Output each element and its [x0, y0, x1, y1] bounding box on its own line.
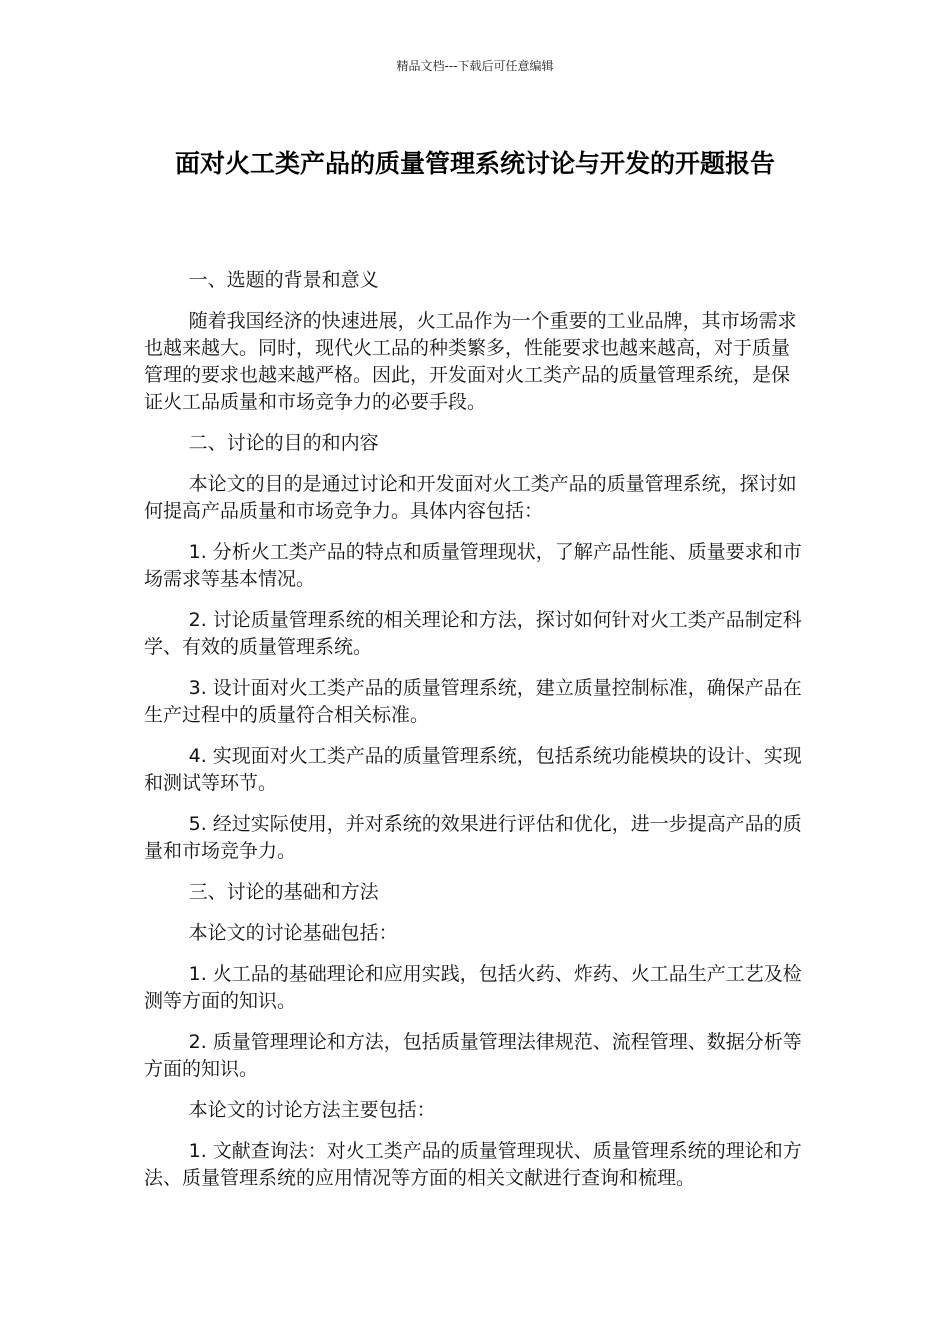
document-title: 面对火工类产品的质量管理系统讨论与开发的开题报告: [174, 149, 775, 178]
list-item-basis-2: 2. 质量管理理论和方法，包括质量管理法律规范、流程管理、数据分析等方面的知识。: [144, 1031, 802, 1080]
paragraph-basis-intro: 本论文的讨论基础包括：: [188, 922, 398, 944]
list-item-method-1: 1. 文献查询法：对火工类产品的质量管理现状、质量管理系统的理论和方法、质量管理系统的应用情况等方面的相关文献进行查询和梳理。: [144, 1140, 802, 1189]
section-heading-basis: 三、讨论的基础和方法: [188, 881, 379, 903]
paragraph-methods-intro: 本论文的讨论方法主要包括：: [188, 1099, 436, 1121]
header-note: 精品文档---下载后可任意编辑: [396, 59, 554, 73]
list-item-content-2: 2. 讨论质量管理系统的相关理论和方法，探讨如何针对火工类产品制定科学、有效的质量管理系统。: [144, 609, 802, 658]
paragraph-purpose: 本论文的目的是通过讨论和开发面对火工类产品的质量管理系统，探讨如何提高产品质量和市场竞争力。具体内容包括：: [144, 473, 797, 522]
list-item-content-1: 1. 分析火工类产品的特点和质量管理现状，了解产品性能、质量要求和市场需求等基本情况。: [144, 541, 802, 590]
list-item-basis-1: 1. 火工品的基础理论和应用实践，包括火药、炸药、火工品生产工艺及检测等方面的知识。: [144, 963, 802, 1012]
document-body: [144, 267, 806, 1206]
section-heading-purpose: 二、讨论的目的和内容: [188, 432, 379, 454]
list-item-content-3: 3. 设计面对火工类产品的质量管理系统，建立质量控制标准，确保产品在生产过程中的质量符合相关标准。: [144, 677, 802, 726]
section-heading-background: 一、选题的背景和意义: [188, 269, 379, 291]
list-item-content-5: 5. 经过实际使用，并对系统的效果进行评估和优化，进一步提高产品的质量和市场竞争力。: [144, 813, 802, 862]
list-item-content-4: 4. 实现面对火工类产品的质量管理系统，包括系统功能模块的设计、实现和测试等环节。: [144, 745, 802, 794]
paragraph-background: 随着我国经济的快速进展，火工品作为一个重要的工业品牌，其市场需求也越来越大。同时，现代火工品的种类繁多，性能要求也越来越高，对于质量管理的要求也越来越严格。因此，开发面对火工类产品的质量管理系统，是保证火工品质量和市场竞争力的必要手段。: [144, 310, 797, 413]
